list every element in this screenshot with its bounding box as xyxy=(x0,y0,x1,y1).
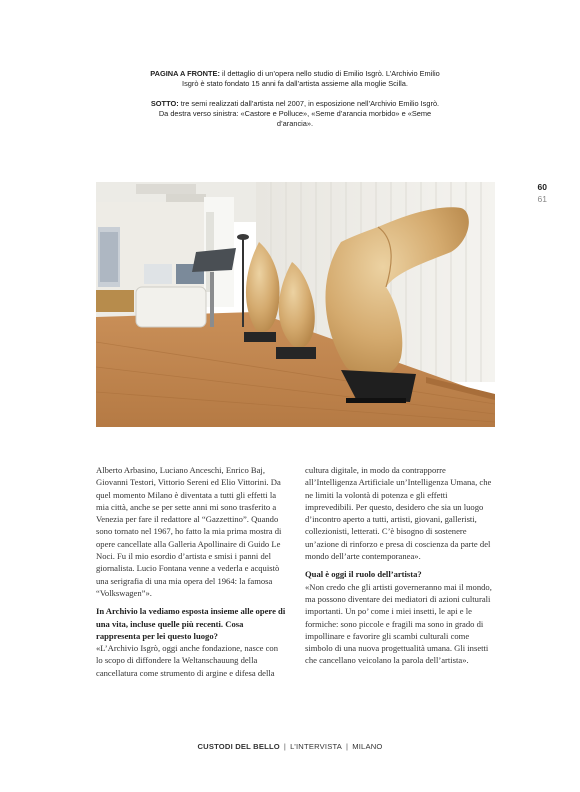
column1-question: In Archivio la vediamo esposta insieme alle opere di una vita, incluse quelle più recenti. Cosa rappresenta per lei questo luogo? xyxy=(96,606,286,641)
caption-below-text: tre semi realizzati dall’artista nel 2007, in esposizione nell’Archivio Emilio Isgrò. Da destra verso sinistra: «Castore e Polluce», «Seme d’arancia morbido» e «Seme d’arancia». xyxy=(158,99,440,128)
caption-front-text: il dettaglio di un’opera nello studio di Emilio Isgrò. L’Archivio Emilio Isgrò è stato fondato 15 anni fa dall’artista assieme alla moglie Scilla. xyxy=(182,69,440,88)
column2-question: Qual è oggi il ruolo dell’artista? xyxy=(305,569,422,580)
column1-paragraph-2: «L’Archivio Isgrò, oggi anche fondazione, nasce con lo scopo di diffondere la Weltanschauung della cancellatura come strumento di argine e difesa della xyxy=(96,643,278,678)
page-number-current: 60 xyxy=(537,182,547,192)
caption-front-label: PAGINA A FRONTE: xyxy=(150,69,220,78)
article-column-1 xyxy=(96,464,286,679)
caption-below-label: SOTTO: xyxy=(150,99,179,108)
page-number-next: 61 xyxy=(537,194,547,204)
footer-city: MILANO xyxy=(352,742,383,751)
footer-separator: | xyxy=(283,742,287,751)
article-column-2 xyxy=(305,464,495,667)
archive-photo xyxy=(96,182,495,427)
page-footer xyxy=(0,742,580,751)
caption-front xyxy=(150,69,440,89)
photo-captions xyxy=(150,69,440,139)
footer-section: L’INTERVISTA xyxy=(290,742,343,751)
column1-paragraph-1: Alberto Arbasino, Luciano Anceschi, Enrico Baj, Giovanni Testori, Vittorio Sereni ed Elio Vittorini. Da quel momento Milano è diventata a tutti gli effetti la mia città, anche se per sette anni mi sono trasferito a Venezia per fare il redattore al “Gazzettino”. Quando sono tornato nel 1967, ho fatto la mia prima mostra di opere cancellate alla Galleria Apollinaire di Guido Le Noci. Fu il mio esordio d’artista e smisi i panni del giornalista. Lucio Fontana venne a vederla e acquistò una serigrafia di una mia opera del 1964: la famosa “Volkswagen”». xyxy=(96,465,282,598)
caption-below xyxy=(150,99,440,129)
page-numbers xyxy=(538,181,547,205)
footer-brand: CUSTODI DEL BELLO xyxy=(197,742,280,751)
footer-separator: | xyxy=(346,742,349,751)
column2-paragraph-1: cultura digitale, in modo da contrapporre all’Intelligenza Artificiale un’Intelligenza Umana, che ne limiti la volontà di potenza e gli effetti imprevedibili. Per questo, desidero che sia un luogo d’incontro aperto a tutti, artisti, giovani, galleristi, collezionisti, letterati. C’è bisogno di sostenere un’azione di rinforzo e presa di coscienza da parte del mondo dell’arte contemporanea». xyxy=(305,465,492,562)
column2-paragraph-2: «Non credo che gli artisti governeranno mai il mondo, ma possono diventare dei mediatori di azioni culturali importanti. Un po’ come i miei insetti, le api e le formiche: sono piccole e fragili ma sono in grado di impollinare e favorire gli scambi culturali come simbolo di una nuova progettualità umana. Gli insetti che cancellano veicolano la parola dell’artista». xyxy=(305,581,492,666)
